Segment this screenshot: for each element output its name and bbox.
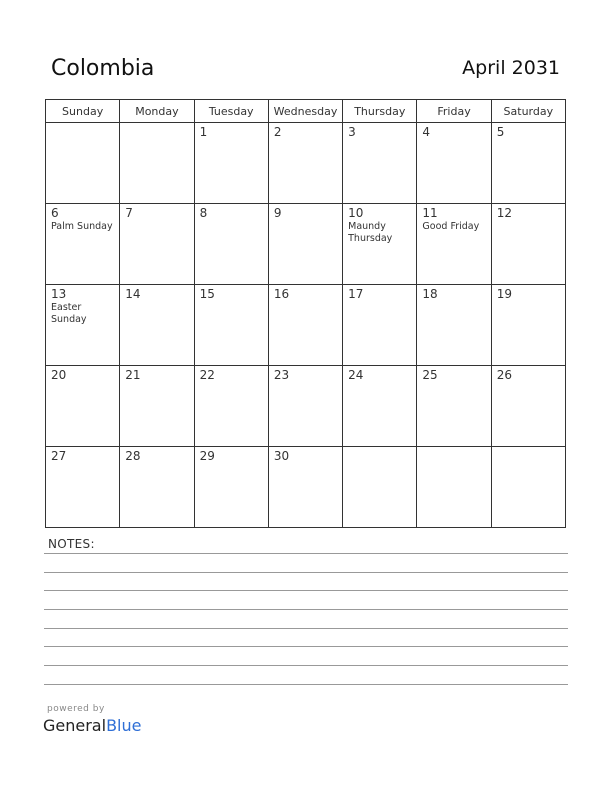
day-number: 13	[51, 287, 67, 301]
day-cell	[46, 447, 120, 528]
holiday-label: Easter Sunday	[51, 302, 87, 325]
day-cell	[491, 447, 565, 528]
holiday-label: Palm Sunday	[51, 221, 113, 232]
notes-line	[44, 665, 568, 666]
day-number: 22	[199, 368, 215, 382]
week-row	[46, 204, 566, 285]
day-number: 17	[348, 287, 364, 301]
week-row	[46, 123, 566, 204]
day-cell	[268, 204, 342, 285]
day-cell	[343, 285, 417, 366]
generalblue-logo[interactable]	[43, 716, 141, 735]
day-cell	[343, 366, 417, 447]
day-number: 29	[199, 449, 215, 463]
notes-label: NOTES:	[48, 537, 95, 551]
day-cell	[194, 285, 268, 366]
day-number: 12	[496, 206, 512, 220]
day-number: 9	[273, 206, 282, 220]
day-cell	[268, 447, 342, 528]
week-row	[46, 447, 566, 528]
day-cell	[120, 366, 194, 447]
day-number: 26	[496, 368, 512, 382]
weekday-tuesday: Tuesday	[194, 100, 268, 123]
day-cell	[491, 285, 565, 366]
powered-by-text: powered by	[47, 704, 105, 714]
country-title: Colombia	[51, 56, 155, 81]
day-cell	[120, 285, 194, 366]
holiday-label: Good Friday	[422, 221, 480, 232]
holiday-label: Maundy Thursday	[348, 221, 393, 244]
day-cell	[343, 123, 417, 204]
day-cell	[46, 123, 120, 204]
day-cell	[417, 285, 491, 366]
day-number: 19	[496, 287, 512, 301]
weekday-monday: Monday	[120, 100, 194, 123]
day-cell	[194, 204, 268, 285]
day-number: 2	[273, 125, 282, 139]
day-number: 23	[273, 368, 290, 382]
day-cell	[417, 204, 491, 285]
day-cell	[194, 123, 268, 204]
day-number: 28	[125, 449, 141, 463]
day-number: 15	[199, 287, 215, 301]
day-cell	[120, 123, 194, 204]
day-cell	[194, 447, 268, 528]
day-cell	[417, 123, 491, 204]
notes-line	[44, 684, 568, 685]
day-number: 16	[273, 287, 290, 301]
day-cell	[46, 366, 120, 447]
day-number: 3	[348, 125, 356, 139]
day-cell	[343, 447, 417, 528]
week-row	[46, 285, 566, 366]
notes-line	[44, 572, 568, 573]
day-number: 1	[199, 125, 208, 139]
day-number: 27	[51, 449, 67, 463]
day-number: 8	[199, 206, 208, 220]
day-cell	[268, 366, 342, 447]
weekday-header-row	[46, 100, 566, 123]
notes-line	[44, 590, 568, 591]
day-number: 10	[348, 206, 364, 220]
day-cell	[268, 285, 342, 366]
day-cell	[417, 366, 491, 447]
month-title: April 2031	[462, 57, 560, 79]
logo-blue: Blue	[106, 716, 142, 735]
day-cell	[491, 366, 565, 447]
day-cell	[46, 204, 120, 285]
weekday-thursday: Thursday	[343, 100, 417, 123]
day-number: 7	[125, 206, 133, 220]
day-number: 11	[422, 206, 438, 220]
day-number: 21	[125, 368, 141, 382]
notes-line	[44, 609, 568, 610]
day-number: 4	[422, 125, 431, 139]
day-cell	[120, 204, 194, 285]
day-number: 14	[125, 287, 141, 301]
day-cell	[417, 447, 491, 528]
notes-line	[44, 628, 568, 629]
day-cell	[491, 123, 565, 204]
day-cell	[268, 123, 342, 204]
day-number: 24	[348, 368, 364, 382]
day-cell	[491, 204, 565, 285]
day-cell	[46, 285, 120, 366]
day-number: 30	[273, 449, 290, 463]
day-number: 5	[496, 125, 505, 139]
weekday-saturday: Saturday	[491, 100, 565, 123]
day-cell	[194, 366, 268, 447]
day-number: 18	[422, 287, 438, 301]
day-number: 25	[422, 368, 438, 382]
notes-line	[44, 553, 568, 554]
week-row	[46, 366, 566, 447]
weekday-sunday: Sunday	[46, 100, 120, 123]
weekday-wednesday: Wednesday	[268, 100, 342, 123]
day-number: 6	[51, 206, 59, 220]
logo-general: General	[43, 716, 107, 735]
notes-line	[44, 646, 568, 647]
weekday-friday: Friday	[417, 100, 491, 123]
day-cell	[120, 447, 194, 528]
day-number: 20	[51, 368, 67, 382]
calendar-grid	[45, 99, 566, 528]
day-cell	[343, 204, 417, 285]
